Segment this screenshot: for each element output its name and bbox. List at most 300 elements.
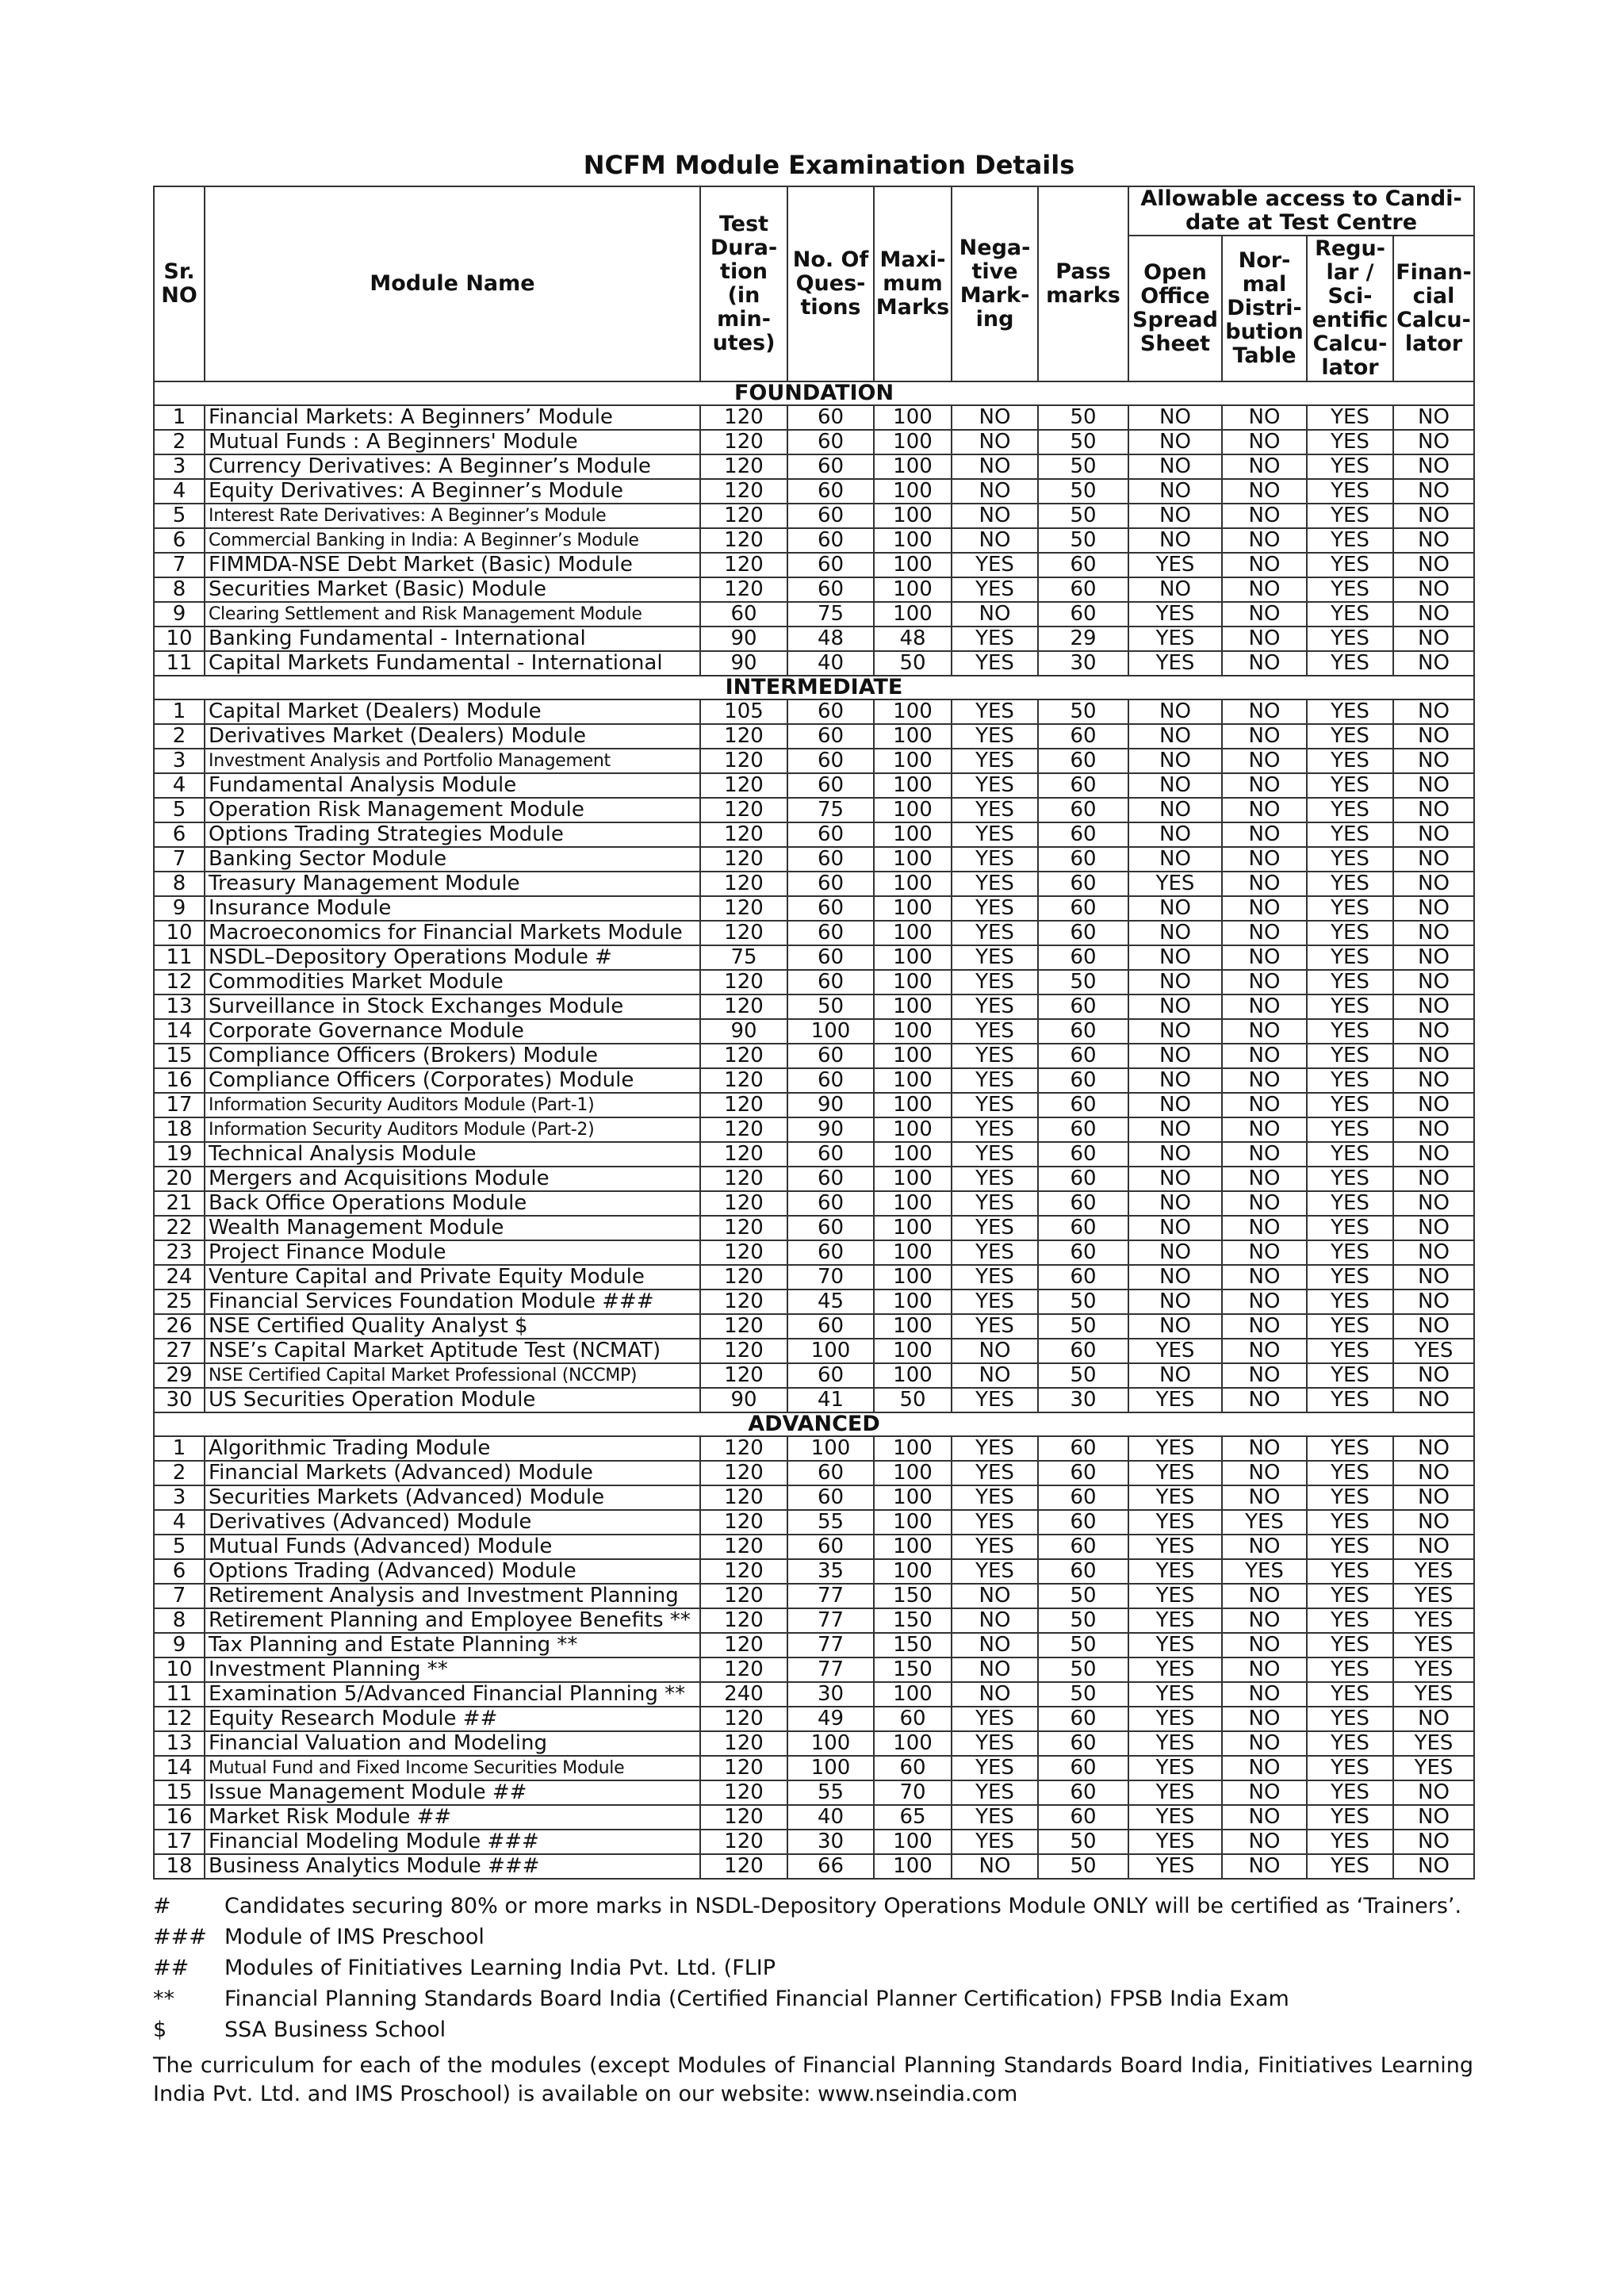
table-cell: 70 [874,1780,952,1805]
table-cell: NO [1128,430,1222,454]
table-cell: 26 [154,1314,205,1339]
table-cell: 60 [1038,1436,1128,1461]
table-row [154,1657,1474,1682]
table-cell: 50 [1038,1363,1128,1388]
module-name-cell: Compliance Officers (Brokers) Module [205,1044,700,1068]
module-name-cell: Market Risk Module ## [205,1805,700,1830]
table-cell: 120 [700,1608,787,1633]
table-cell: NO [1393,773,1474,798]
table-row [154,847,1474,872]
table-row [154,602,1474,627]
table-cell: NO [1222,405,1307,430]
table-cell: 30 [1038,1388,1128,1412]
table-cell: 60 [787,1363,874,1388]
table-cell: NO [1128,1117,1222,1142]
table-row [154,1608,1474,1633]
table-cell: NO [1222,1756,1307,1780]
table-row [154,921,1474,945]
table-cell: NO [1222,1240,1307,1265]
table-cell: YES [1128,651,1222,676]
table-cell: 10 [154,921,205,945]
table-cell: YES [1128,1854,1222,1879]
table-row [154,651,1474,676]
table-cell: 7 [154,553,205,577]
table-cell: 120 [700,822,787,847]
table-cell: NO [1222,1216,1307,1240]
table-cell: YES [1307,822,1393,847]
table-cell: YES [1128,1707,1222,1731]
table-cell: NO [1222,1485,1307,1510]
table-cell: 14 [154,1019,205,1044]
table-cell: YES [1307,577,1393,602]
table-cell: 6 [154,1559,205,1584]
table-cell: 50 [1038,528,1128,553]
table-cell: NO [1393,577,1474,602]
table-cell: NO [1128,577,1222,602]
table-cell: YES [952,1461,1038,1485]
table-cell: 120 [700,1216,787,1240]
table-cell: NO [1128,773,1222,798]
table-cell: 5 [154,504,205,528]
table-row [154,1707,1474,1731]
table-row [154,1191,1474,1216]
table-cell: 60 [1038,1559,1128,1584]
table-cell: 60 [1038,896,1128,921]
table-cell: 50 [874,651,952,676]
table-row [154,430,1474,454]
table-cell: 90 [700,651,787,676]
table-cell: 60 [1038,749,1128,773]
table-cell: 60 [1038,1461,1128,1485]
module-name-cell: Financial Services Foundation Module ### [205,1290,700,1314]
table-cell: 60 [1038,577,1128,602]
table-row [154,1510,1474,1535]
table-cell: NO [952,1339,1038,1363]
table-cell: NO [1128,528,1222,553]
table-cell: 29 [154,1363,205,1388]
table-cell: 100 [874,1731,952,1756]
table-cell: NO [1393,627,1474,651]
table-cell: NO [1222,1044,1307,1068]
table-cell: 120 [700,1314,787,1339]
table-cell: YES [952,1142,1038,1167]
table-cell: 120 [700,1167,787,1191]
table-cell: 120 [700,1044,787,1068]
table-cell: NO [1393,1461,1474,1485]
table-cell: 41 [787,1388,874,1412]
table-cell: NO [952,1363,1038,1388]
table-cell: NO [1128,1167,1222,1191]
table-cell: YES [952,1117,1038,1142]
table-cell: 60 [1038,1780,1128,1805]
table-cell: NO [1393,1216,1474,1240]
table-cell: YES [1307,1657,1393,1682]
module-name-cell: Options Trading Strategies Module [205,822,700,847]
table-cell: NO [1222,1461,1307,1485]
footnote [153,1922,1473,1953]
table-cell: NO [1393,798,1474,822]
table-row [154,1461,1474,1485]
table-row [154,872,1474,896]
table-cell: 30 [787,1830,874,1854]
table-cell: YES [1307,1805,1393,1830]
table-cell: 100 [874,847,952,872]
table-cell: NO [1393,1191,1474,1216]
module-name-cell: FIMMDA-NSE Debt Market (Basic) Module [205,553,700,577]
table-cell: 100 [874,430,952,454]
table-row [154,1314,1474,1339]
table-cell: NO [1128,798,1222,822]
module-name-cell: Capital Market (Dealers) Module [205,699,700,724]
module-name-cell: Insurance Module [205,896,700,921]
table-cell: YES [952,699,1038,724]
header-normal-distribution-table: Nor- mal Distri- bution Table [1222,236,1307,381]
footnote [153,2014,1473,2045]
table-cell: 1 [154,699,205,724]
table-cell: 21 [154,1191,205,1216]
table-cell: 90 [787,1117,874,1142]
table-cell: 120 [700,1363,787,1388]
table-cell: 60 [787,749,874,773]
table-cell: 100 [874,1068,952,1093]
table-row [154,970,1474,994]
table-cell: YES [952,1707,1038,1731]
table-cell: 8 [154,577,205,602]
table-cell: YES [952,553,1038,577]
table-cell: YES [952,1805,1038,1830]
table-cell: NO [1393,822,1474,847]
table-cell: 150 [874,1584,952,1608]
table-cell: NO [1393,1019,1474,1044]
footnote [153,1983,1473,2014]
table-cell: 100 [874,1436,952,1461]
table-cell: NO [1222,1117,1307,1142]
table-cell: 60 [787,553,874,577]
table-cell: 16 [154,1805,205,1830]
table-cell: YES [1307,1682,1393,1707]
table-cell: NO [1128,1142,1222,1167]
table-cell: 60 [787,872,874,896]
table-cell: 100 [874,872,952,896]
table-cell: 120 [700,1436,787,1461]
table-cell: 16 [154,1068,205,1093]
table-cell: YES [952,1019,1038,1044]
table-cell: YES [1128,1339,1222,1363]
table-cell: NO [952,1854,1038,1879]
table-cell: 100 [874,1216,952,1240]
table-cell: YES [1393,1657,1474,1682]
module-name-cell: Financial Modeling Module ### [205,1830,700,1854]
table-cell: YES [952,921,1038,945]
table-cell: 29 [1038,627,1128,651]
table-cell: 100 [874,1290,952,1314]
table-cell: 100 [787,1731,874,1756]
table-row [154,1240,1474,1265]
table-cell: NO [1393,1265,1474,1290]
table-row [154,1559,1474,1584]
table-cell: NO [1222,749,1307,773]
table-cell: 2 [154,724,205,749]
table-cell: 17 [154,1093,205,1117]
table-cell: 120 [700,577,787,602]
table-cell: NO [1128,749,1222,773]
table-cell: 60 [1038,1191,1128,1216]
table-cell: NO [1222,528,1307,553]
table-cell: YES [1307,504,1393,528]
table-cell: 100 [787,1436,874,1461]
table-cell: 100 [874,994,952,1019]
table-row [154,1388,1474,1412]
module-name-cell: US Securities Operation Module [205,1388,700,1412]
header-test-duration: Test Dura- tion (in min- utes) [700,186,787,381]
table-cell: 120 [700,405,787,430]
table-cell: NO [1128,1265,1222,1290]
module-name-cell: Commodities Market Module [205,970,700,994]
table-cell: NO [1128,970,1222,994]
table-cell: YES [952,945,1038,970]
table-cell: 120 [700,1117,787,1142]
footnote-text: Candidates securing 80% or more marks in NSDL-Depository Operations Module ONLY will be certified as ‘Trainers’. [224,1894,1462,1918]
table-cell: YES [952,1485,1038,1510]
table-cell: YES [952,1731,1038,1756]
table-cell: 50 [1038,1633,1128,1657]
table-cell: NO [952,602,1038,627]
table-cell: NO [1393,528,1474,553]
table-cell: YES [1307,454,1393,479]
table-cell: YES [1307,1707,1393,1731]
table-cell: NO [1128,479,1222,504]
table-cell: YES [952,724,1038,749]
table-cell: NO [1222,651,1307,676]
table-cell: 120 [700,749,787,773]
table-cell: 100 [874,528,952,553]
module-name-cell: Equity Research Module ## [205,1707,700,1731]
table-cell: NO [1393,1780,1474,1805]
table-cell: NO [1128,1044,1222,1068]
table-row [154,1290,1474,1314]
table-cell: YES [1128,1535,1222,1559]
table-cell: YES [1128,1780,1222,1805]
module-name-cell: NSE Certified Quality Analyst $ [205,1314,700,1339]
table-cell: NO [1128,405,1222,430]
header-financial-calculator: Finan- cial Calcu- lator [1393,236,1474,381]
table-cell: 100 [874,773,952,798]
module-name-cell: Operation Risk Management Module [205,798,700,822]
table-cell: 60 [787,1240,874,1265]
table-cell: 120 [700,1461,787,1485]
table-cell: 90 [700,627,787,651]
footnotes [153,1891,1473,2045]
table-cell: YES [952,798,1038,822]
table-cell: NO [1222,1608,1307,1633]
table-cell: 9 [154,602,205,627]
module-name-cell: Retirement Analysis and Investment Planning [205,1584,700,1608]
table-row [154,553,1474,577]
table-cell: YES [952,1780,1038,1805]
table-cell: 60 [1038,798,1128,822]
section-header: FOUNDATION [154,381,1474,405]
table-cell: 60 [1038,822,1128,847]
footnote-symbol: # [153,1894,171,1918]
table-cell: NO [1128,1290,1222,1314]
table-row [154,1019,1474,1044]
table-cell: YES [952,847,1038,872]
table-cell: 60 [1038,921,1128,945]
table-cell: 5 [154,798,205,822]
table-cell: NO [1393,872,1474,896]
footnote-text: Financial Planning Standards Board India (Certified Financial Planner Certification) FPSB India Exam [224,1987,1289,2011]
table-row [154,1633,1474,1657]
table-row [154,1854,1474,1879]
table-row [154,1436,1474,1461]
table-row [154,1265,1474,1290]
table-row [154,1756,1474,1780]
table-cell: YES [1393,1682,1474,1707]
table-cell: YES [1128,1657,1222,1682]
table-cell: 100 [787,1339,874,1363]
table-cell: 100 [874,577,952,602]
table-cell: 60 [1038,773,1128,798]
header-regular-scientific-calculator: Regu- lar / Sci- entific Calcu- lator [1307,236,1393,381]
table-cell: YES [1128,1485,1222,1510]
table-cell: NO [1222,1290,1307,1314]
module-name-cell: Project Finance Module [205,1240,700,1265]
table-cell: NO [1222,1780,1307,1805]
table-cell: 60 [1038,1707,1128,1731]
module-name-cell: Back Office Operations Module [205,1191,700,1216]
table-cell: NO [1128,945,1222,970]
table-cell: 20 [154,1167,205,1191]
table-cell: 120 [700,528,787,553]
header-no-of-questions: No. Of Ques- tions [787,186,874,381]
table-cell: NO [1393,994,1474,1019]
module-name-cell: Mergers and Acquisitions Module [205,1167,700,1191]
table-cell: YES [1128,553,1222,577]
table-cell: NO [1222,504,1307,528]
table-cell: 60 [1038,1019,1128,1044]
table-cell: NO [952,504,1038,528]
table-row [154,699,1474,724]
table-row [154,479,1474,504]
table-cell: NO [1222,553,1307,577]
table-cell: 90 [700,1019,787,1044]
table-cell: 50 [1038,504,1128,528]
table-cell: YES [1307,1854,1393,1879]
table-cell: 120 [700,1854,787,1879]
table-cell: YES [952,1265,1038,1290]
table-cell: NO [1128,1068,1222,1093]
table-cell: NO [1393,1117,1474,1142]
table-cell: NO [1222,945,1307,970]
table-cell: 100 [874,1535,952,1559]
table-cell: YES [1222,1510,1307,1535]
table-cell: NO [1128,1019,1222,1044]
table-cell: 60 [1038,1142,1128,1167]
table-row [154,1216,1474,1240]
table-cell: NO [1393,1535,1474,1559]
table-row [154,1535,1474,1559]
table-cell: NO [1393,1363,1474,1388]
table-cell: 50 [1038,1608,1128,1633]
table-cell: 120 [700,970,787,994]
table-cell: 100 [874,454,952,479]
table-cell: 60 [1038,724,1128,749]
table-cell: 40 [787,651,874,676]
table-cell: 120 [700,1584,787,1608]
table-cell: NO [1222,577,1307,602]
table-cell: 30 [787,1682,874,1707]
table-cell: 10 [154,1657,205,1682]
table-cell: 120 [700,724,787,749]
table-cell: NO [1393,945,1474,970]
table-cell: 100 [874,479,952,504]
table-cell: NO [1393,430,1474,454]
document-page [153,148,1473,2109]
table-cell: YES [1128,1805,1222,1830]
module-name-cell: Compliance Officers (Corporates) Module [205,1068,700,1093]
table-cell: YES [1128,1436,1222,1461]
table-cell: YES [1307,1191,1393,1216]
table-cell: YES [1128,627,1222,651]
table-cell: 12 [154,1707,205,1731]
table-cell: NO [1222,1142,1307,1167]
table-row [154,1117,1474,1142]
table-row [154,822,1474,847]
table-cell: 50 [1038,1854,1128,1879]
table-cell: NO [1222,847,1307,872]
table-cell: 60 [1038,1117,1128,1142]
table-cell: NO [1393,454,1474,479]
table-cell: YES [1307,528,1393,553]
table-cell: YES [1307,1142,1393,1167]
table-cell: NO [1222,454,1307,479]
table-cell: NO [1222,602,1307,627]
table-cell: 60 [787,945,874,970]
table-cell: 120 [700,1756,787,1780]
table-cell: NO [1222,1731,1307,1756]
table-cell: 100 [874,504,952,528]
table-cell: 11 [154,945,205,970]
table-cell: YES [1307,847,1393,872]
table-cell: 120 [700,1535,787,1559]
table-cell: 60 [1038,1339,1128,1363]
table-cell: 60 [787,1461,874,1485]
table-cell: YES [1307,1510,1393,1535]
table-cell: NO [1222,872,1307,896]
table-cell: NO [1222,1436,1307,1461]
table-cell: YES [1307,1830,1393,1854]
table-cell: NO [1393,970,1474,994]
table-cell: 8 [154,1608,205,1633]
table-cell: 60 [787,577,874,602]
table-cell: 9 [154,896,205,921]
table-cell: 6 [154,822,205,847]
table-cell: YES [1307,405,1393,430]
table-cell: 75 [787,798,874,822]
module-name-cell: Surveillance in Stock Exchanges Module [205,994,700,1019]
table-cell: 60 [1038,1044,1128,1068]
table-cell: 120 [700,1731,787,1756]
module-name-cell: Retirement Planning and Employee Benefits ** [205,1608,700,1633]
table-cell: YES [1307,872,1393,896]
table-cell: YES [1307,1019,1393,1044]
table-cell: 13 [154,1731,205,1756]
table-cell: 100 [874,1117,952,1142]
table-cell: YES [1307,798,1393,822]
table-cell: NO [1128,1363,1222,1388]
table-cell: 100 [874,1167,952,1191]
table-cell: NO [952,479,1038,504]
